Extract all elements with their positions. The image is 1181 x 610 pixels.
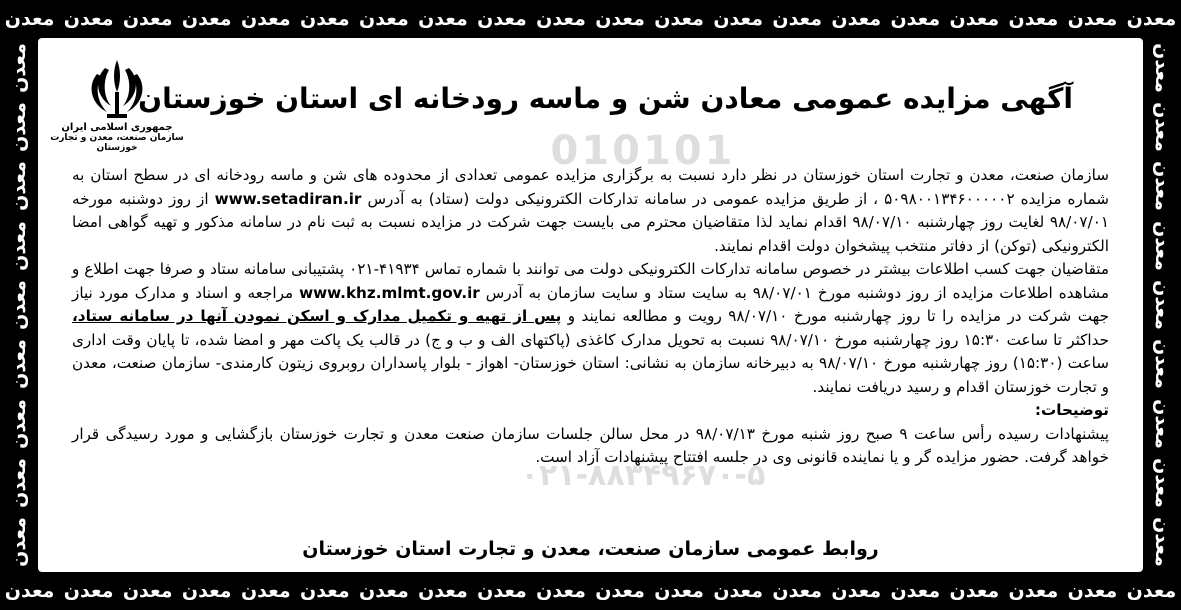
border-left: معدن معدن معدن معدن معدن معدن معدن معدن معدن [8,42,30,568]
ad-body [72,164,1109,470]
watermark-phone: ۰۲۱-۸۸۳۴۹۶۷۰-۵ [520,458,766,493]
emphasis-text: پس از تهیه و تکمیل مدارک و اسکن نمودن آنها در سامانه ستاد، [72,307,562,325]
notes-title: توضیحات: [1034,401,1109,419]
notes-text: پیشنهادات رسیده رأس ساعت ۹ صبح روز شنبه مورخ ۹۸/۰۷/۱۳ در محل سالن جلسات سازمان صنعت معدن و تجارت خوزستان بازگشایی و مورد رسیدگی قرار خواهد گرفت. حضور مزایده گر و یا نماینده قانونی وی در جلسه افتتاح پیشنهادات آزاد است. [72,424,1110,466]
logo-country-name: جمهوری اسلامی ایران [61,122,173,133]
logo-org-name: سازمان صنعت، معدن و تجارت خوزستان [50,133,184,153]
ad-panel [38,38,1143,572]
border-right: معدن معدن معدن معدن معدن معدن معدن معدن معدن [1151,42,1173,568]
setad-link[interactable]: www.setadiran.ir [214,189,362,208]
ad-title: آگهی مزایده عمومی معادن شن و ماسه رودخانه ای استان خوزستان [138,82,1073,115]
org-site-link[interactable]: www.khz.mlmt.gov.ir [299,283,480,302]
watermark-code: 010101 [550,128,736,174]
border-bottom: معدن معدن معدن معدن معدن معدن معدن معدن معدن معدن معدن معدن معدن معدن معدن معدن معدن معدن معدن معدن [4,580,1177,602]
paragraph-1: سازمان صنعت، معدن و تجارت استان خوزستان در نظر دارد نسبت به برگزاری مزایده عمومی تعدادی از محدوده های شن و ماسه رودخانه ای در سطح استان به شماره مزایده ۵۰۹۸۰۰۱۳۴۶۰۰۰۰۰۲ ، از طریق مزایده عمومی در سامانه تدارکات الکترونیکی دولت (ستاد) به آدرس www.setadiran.ir از روز دوشنبه مورخه ۹۸/۰۷/۰۱ لغایت روز چهارشنبه ۹۸/۰۷/۱۰ اقدام نماید لذا متقاضیان محترم می بایست جهت شرکت در مزایده نسبت به ثبت نام در سامانه مذکور و تهیه گواهی امضا الکترونیکی (توکن) از دفاتر منتخب پیشخوان دولت اقدام نمایند. [72,166,1110,255]
footer-signature: روابط عمومی سازمان صنعت، معدن و تجارت استان خوزستان [302,538,879,560]
border-top: معدن معدن معدن معدن معدن معدن معدن معدن معدن معدن معدن معدن معدن معدن معدن معدن معدن معدن معدن معدن [4,8,1177,30]
paragraph-2: متقاضیان جهت کسب اطلاعات بیشتر در خصوص سامانه تدارکات الکترونیکی دولت می توانند با شماره تماس ۴۱۹۳۴-۰۲۱ پشتیبانی سامانه ستاد و صرفا جهت اطلاع و مشاهده اطلاعات مزایده از روز دوشنبه مورخ ۹۸/۰۷/۰۱ به سایت ستاد و سایت سازمان به آدرس www.khz.mlmt.gov.ir مراجعه و اسناد و مدارک مورد نیاز جهت شرکت در مزایده را تا روز چهارشنبه مورخ ۹۸/۰۷/۱۰ رویت و مطالعه نمایند و پس از تهیه و تکمیل مدارک و اسکن نمودن آنها در سامانه ستاد، حداکثر تا ساعت ۱۵:۳۰ روز چهارشنبه مورخ ۹۸/۰۷/۱۰ نسبت به تحویل مدارک کاغذی (پاکتهای الف و ب و ج) در قالب یک پاکت مهر و امضا شده، تا پایان وقت اداری ساعت (۱۵:۳۰) روز چهارشنبه مورخ ۹۸/۰۷/۱۰ به دبیرخانه سازمان به نشانی: استان خوزستان- اهواز - بلوار پاسداران روبروی زیتون کارمندی- سازمان صنعت، معدن و تجارت خوزستان اقدام و رسید دریافت نمایند. [72,260,1110,396]
